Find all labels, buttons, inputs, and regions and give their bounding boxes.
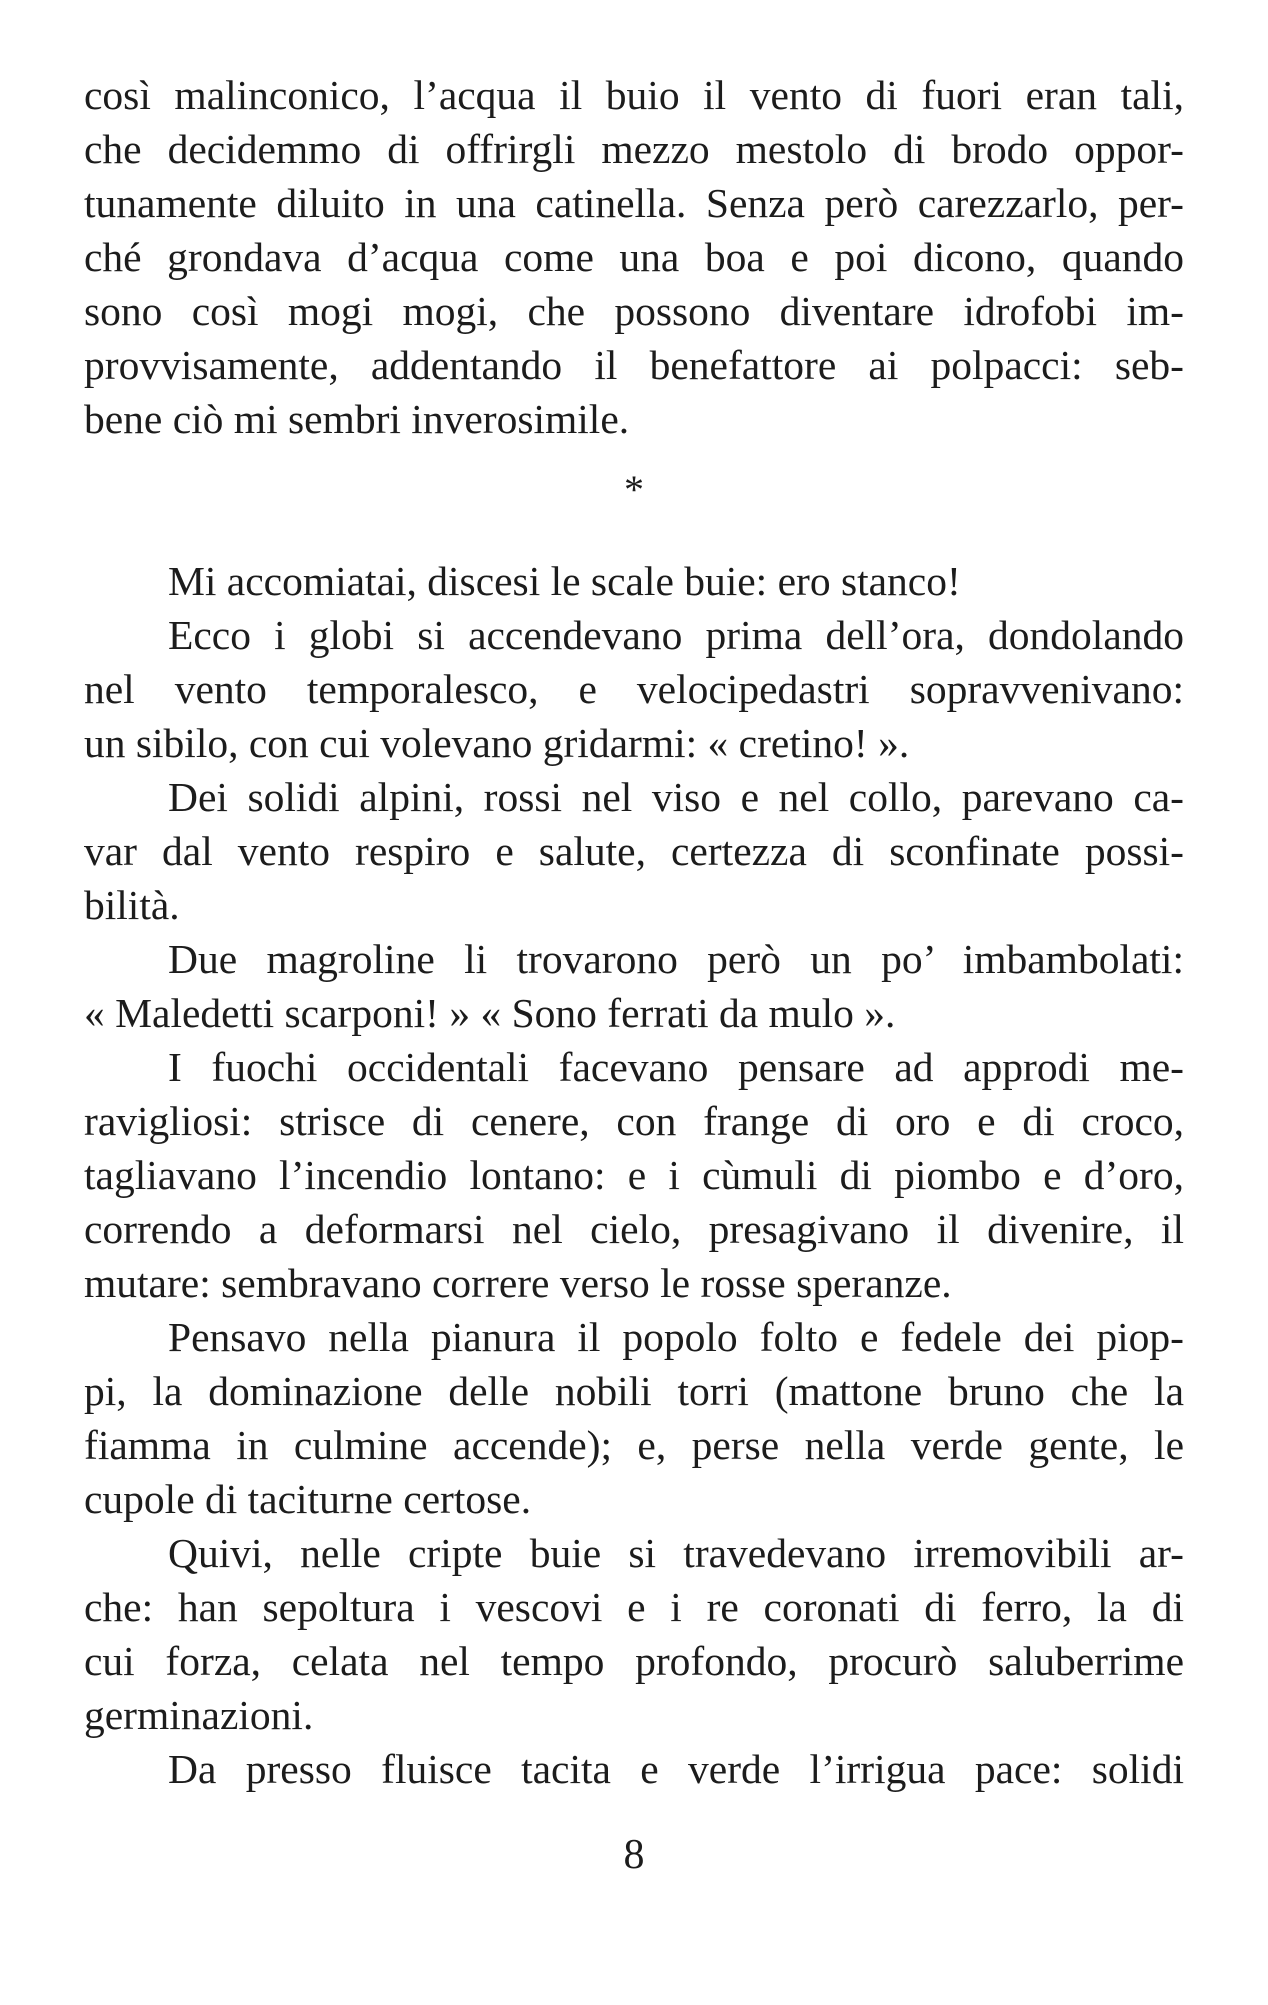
paragraph-first-line: Mi accomiatai, discesi le scale buie: ero stanco!	[168, 558, 961, 604]
text-line: che decidemmo di offrirgli mezzo mestolo di brodo oppor-	[84, 126, 1184, 172]
paragraph-first-line: Quivi, nelle cripte buie si travedevano irremovibili ar-	[168, 1530, 1184, 1576]
paragraph-first-line: Da presso fluisce tacita e verde l’irrigua pace: solidi	[168, 1746, 1184, 1792]
paragraph-continued	[84, 68, 1184, 446]
text-line: tunamente diluito in una catinella. Senza però carezzarlo, per-	[84, 180, 1184, 226]
paragraph-first-line: Dei solidi alpini, rossi nel viso e nel collo, parevano ca-	[168, 774, 1184, 820]
text-line: ché grondava d’acqua come una boa e poi dicono, quando	[84, 234, 1184, 280]
text-line: nel vento temporalesco, e velocipedastri sopravvenivano:	[84, 666, 1184, 712]
paragraph-first-line: Ecco i globi si accendevano prima dell’ora, dondolando	[168, 612, 1184, 658]
paragraph-first-line: I fuochi occidentali facevano pensare ad approdi me-	[168, 1044, 1184, 1090]
text-line: un sibilo, con cui volevano gridarmi: « cretino! ».	[84, 720, 910, 766]
text-line: correndo a deformarsi nel cielo, presagivano il divenire, il	[84, 1206, 1184, 1252]
text-line: fiamma in culmine accende); e, perse nella verde gente, le	[84, 1422, 1184, 1468]
body-text	[84, 554, 1184, 1796]
text-line: tagliavano l’incendio lontano: e i cùmuli di piombo e d’oro,	[84, 1152, 1184, 1198]
text-line: così malinconico, l’acqua il buio il vento di fuori eran tali,	[84, 72, 1184, 118]
text-line: var dal vento respiro e salute, certezza di sconfinate possi-	[84, 828, 1184, 874]
section-separator-asterisk: *	[624, 467, 644, 512]
page-number: 8	[623, 1832, 645, 1878]
text-line: bene ciò mi sembri inverosimile.	[84, 396, 630, 442]
text-line: che: han sepoltura i vescovi e i re coronati di ferro, la di	[84, 1584, 1184, 1630]
text-line: cui forza, celata nel tempo profondo, procurò saluberrime	[84, 1638, 1184, 1684]
paragraph-first-line: Due magroline li trovarono però un po’ imbambolati:	[168, 936, 1184, 982]
text-line: provvisamente, addentando il benefattore ai polpacci: seb-	[84, 342, 1184, 388]
text-line: pi, la dominazione delle nobili torri (mattone bruno che la	[84, 1368, 1184, 1414]
text-line: ravigliosi: strisce di cenere, con frange di oro e di croco,	[84, 1098, 1184, 1144]
text-line: cupole di taciturne certose.	[84, 1476, 532, 1522]
text-line: mutare: sembravano correre verso le rosse speranze.	[84, 1260, 952, 1306]
text-line: « Maledetti scarponi! » « Sono ferrati da mulo ».	[84, 990, 896, 1036]
paragraph-first-line: Pensavo nella pianura il popolo folto e fedele dei piop-	[168, 1314, 1184, 1360]
text-line: sono così mogi mogi, che possono diventare idrofobi im-	[84, 288, 1184, 334]
text-line: germinazioni.	[84, 1692, 314, 1738]
text-line: bilità.	[84, 882, 180, 928]
